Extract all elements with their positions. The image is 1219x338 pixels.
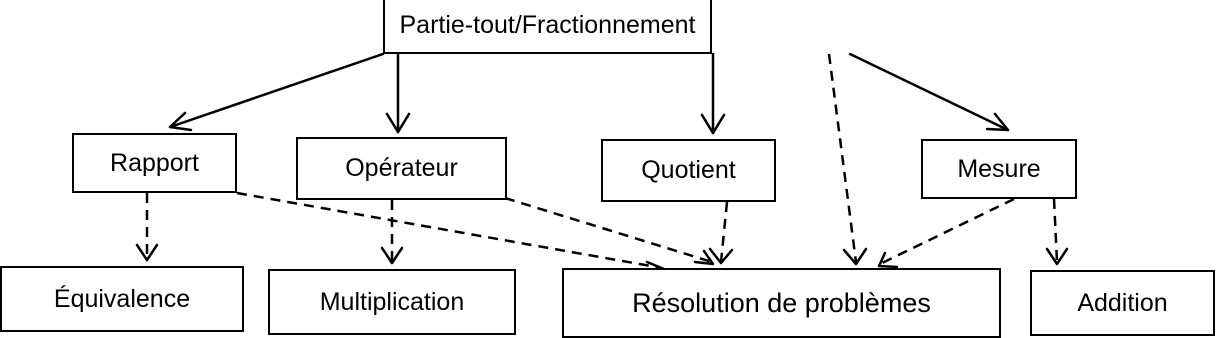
node-resolution-de-problemes: [562, 268, 1001, 338]
dashed-line-operateur-to-resolution: [505, 198, 712, 262]
node-partie-tout-fractionnement: [383, 0, 712, 54]
arrowhead-resolution-from-operateur: [695, 251, 713, 264]
solid-arrow-root-to-operateur: [387, 54, 409, 132]
dashed-line-rapport-to-resolution: [237, 193, 662, 268]
dashed-line-mesure-to-resolution: [880, 199, 1014, 264]
node-operateur: [296, 137, 507, 200]
node-rapport: [72, 133, 237, 193]
node-label: Quotient: [641, 156, 736, 184]
solid-arrow-root-to-mesure: [850, 54, 1008, 130]
node-label: Résolution de problèmes: [632, 287, 931, 318]
dashed-line-mesure-to-addition: [1054, 199, 1057, 262]
node-addition: [1030, 270, 1215, 336]
node-label: Équivalence: [53, 284, 191, 313]
dashed-line-quotient-to-resolution: [721, 202, 727, 262]
node-label: Partie-tout/Fractionnement: [399, 10, 696, 39]
node-label: Multiplication: [319, 287, 465, 316]
node-label: Rapport: [110, 148, 199, 177]
node-mesure: [921, 139, 1077, 199]
node-label: Addition: [1077, 288, 1168, 317]
node-label: Mesure: [957, 154, 1041, 183]
node-quotient: [601, 139, 776, 202]
node-multiplication: [268, 269, 516, 335]
node-label: Opérateur: [345, 154, 458, 182]
solid-arrow-root-to-quotient: [702, 54, 724, 133]
solid-arrow-root-to-rapport: [170, 54, 383, 130]
dashed-line-root-to-resolution: [829, 54, 856, 262]
node-equivalence: [0, 266, 244, 332]
